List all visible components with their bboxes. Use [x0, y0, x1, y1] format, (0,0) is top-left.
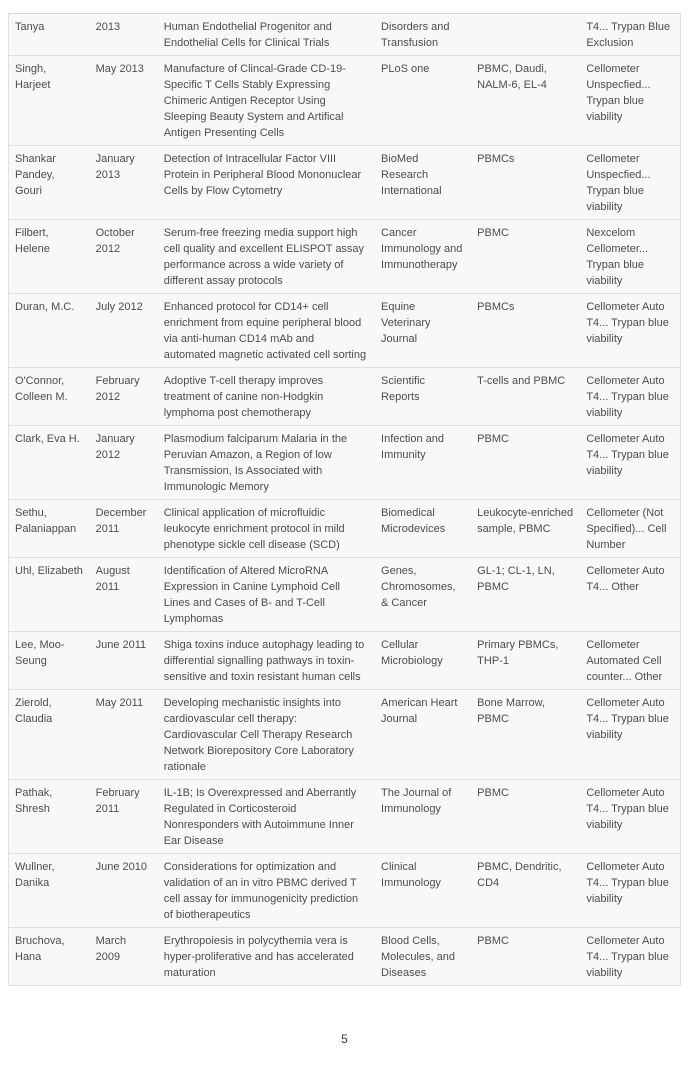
sample-cell	[471, 14, 580, 56]
table-row	[9, 928, 681, 986]
title-cell: Human Endothelial Progenitor and Endothelial Cells for Clinical Trials	[158, 14, 375, 56]
table-row	[9, 690, 681, 780]
table-row	[9, 294, 681, 368]
date-cell: May 2011	[90, 690, 158, 780]
title-cell: Developing mechanistic insights into cardiovascular cell therapy: Cardiovascular Cell Therapy Research Network Biorepository Core Laboratory rationale	[158, 690, 375, 780]
author-cell: Bruchova, Hana	[15, 935, 65, 963]
method-cell: Cellometer (Not Specified)... Cell Number	[580, 500, 680, 558]
sample-cell: Leukocyte-enriched sample, PBMC	[471, 500, 580, 558]
journal-cell: The Journal of Immunology	[375, 780, 471, 854]
journal-cell: Clinical Immunology	[375, 854, 471, 928]
date-cell: January 2013	[90, 146, 158, 220]
table-row	[9, 220, 681, 294]
table-row	[9, 368, 681, 426]
title-cell: Identification of Altered MicroRNA Expression in Canine Lymphoid Cell Lines and Cases of B- and T-Cell Lymphomas	[158, 558, 375, 632]
author-cell: Duran, M.C.	[9, 294, 90, 368]
journal-cell: Genes, Chromosomes, & Cancer	[375, 558, 471, 632]
date-cell: July 2012	[90, 294, 158, 368]
title-cell: Plasmodium falciparum Malaria in the Peruvian Amazon, a Region of low Transmission, Is Associated with Immunologic Memory	[158, 426, 375, 500]
method-cell: Nexcelom Cellometer... Trypan blue viability	[580, 220, 680, 294]
method-cell: T4... Trypan Blue Exclusion	[580, 14, 680, 56]
table-row	[9, 632, 681, 690]
method-cell: Cellometer Auto T4... Trypan blue viability	[580, 690, 680, 780]
sample-cell: GL-1; CL-1, LN, PBMC	[471, 558, 580, 632]
method-cell: Cellometer Unspecfied... Trypan blue viability	[580, 146, 680, 220]
date-cell: March 2009	[95, 935, 127, 963]
table-row	[9, 854, 681, 928]
method-cell: Cellometer Automated Cell counter... Other	[580, 632, 680, 690]
sample-cell: PBMC	[471, 780, 580, 854]
title-cell: Erythropoiesis in polycythemia vera is hyper-proliferative and has accelerated maturation	[163, 935, 354, 979]
journal-cell: American Heart Journal	[375, 690, 471, 780]
title-cell: Shiga toxins induce autophagy leading to differential signalling pathways in toxin-sensitive and toxin resistant human cells	[158, 632, 375, 690]
method-cell: Cellometer Auto T4... Trypan blue viability	[580, 780, 680, 854]
method-cell: Cellometer Auto T4... Trypan blue viability	[580, 294, 680, 368]
table-row	[9, 558, 681, 632]
date-cell: January 2012	[90, 426, 158, 500]
table-row	[9, 500, 681, 558]
author-cell: Filbert, Helene	[9, 220, 90, 294]
table-row	[9, 426, 681, 500]
journal-cell: Scientific Reports	[375, 368, 471, 426]
title-cell: Enhanced protocol for CD14+ cell enrichment from equine peripheral blood via anti-human CD14 mAb and automated magnetic activated cell sorting	[158, 294, 375, 368]
table-row	[9, 146, 681, 220]
title-cell: Serum-free freezing media support high cell quality and excellent ELISPOT assay performance across a wide variety of different assay protocols	[158, 220, 375, 294]
publications-table	[8, 13, 681, 986]
date-cell: 2013	[90, 14, 158, 56]
journal-cell: Blood Cells, Molecules, and Diseases	[381, 935, 456, 979]
table-row	[9, 780, 681, 854]
sample-cell: Primary PBMCs, THP-1	[471, 632, 580, 690]
date-cell: December 2011	[90, 500, 158, 558]
title-cell: Detection of Intracellular Factor VIII Protein in Peripheral Blood Mononuclear Cells by Flow Cytometry	[158, 146, 375, 220]
author-cell: Clark, Eva H.	[9, 426, 90, 500]
method-cell: Cellometer Auto T4... Trypan blue viability	[580, 368, 680, 426]
author-cell: Pathak, Shresh	[9, 780, 90, 854]
date-cell: October 2012	[90, 220, 158, 294]
date-cell: August 2011	[90, 558, 158, 632]
sample-cell: PBMC, Daudi, NALM-6, EL-4	[471, 56, 580, 146]
author-cell: Wullner, Danika	[9, 854, 90, 928]
table-body	[9, 14, 681, 986]
journal-cell: Cancer Immunology and Immunotherapy	[375, 220, 471, 294]
title-cell: Clinical application of microfluidic leukocyte enrichment protocol in mild phenotype sickle cell disease (SCD)	[158, 500, 375, 558]
sample-cell: Bone Marrow, PBMC	[471, 690, 580, 780]
sample-cell: PBMC	[471, 426, 580, 500]
sample-cell: PBMCs	[471, 294, 580, 368]
method-cell: Cellometer Auto T4... Trypan blue viability	[580, 854, 680, 928]
page-number: 5	[341, 1032, 348, 1046]
journal-cell: BioMed Research International	[375, 146, 471, 220]
author-cell: Sethu, Palaniappan	[9, 500, 90, 558]
author-cell: Zierold, Claudia	[9, 690, 90, 780]
title-cell: IL-1B; Is Overexpressed and Aberrantly Regulated in Corticosteroid Nonresponders with Autoimmune Inner Ear Disease	[158, 780, 375, 854]
table-row	[9, 14, 681, 56]
date-cell: June 2011	[90, 632, 158, 690]
title-cell: Adoptive T-cell therapy improves treatment of canine non-Hodgkin lymphoma post chemotherapy	[158, 368, 375, 426]
sample-cell: PBMC	[471, 220, 580, 294]
method-cell: Cellometer Auto T4... Other	[580, 558, 680, 632]
author-cell: Uhl, Elizabeth	[9, 558, 90, 632]
journal-cell: Biomedical Microdevices	[375, 500, 471, 558]
date-cell: June 2010	[90, 854, 158, 928]
author-cell: Singh, Harjeet	[9, 56, 90, 146]
author-cell: Shankar Pandey, Gouri	[9, 146, 90, 220]
sample-cell: PBMC, Dendritic, CD4	[471, 854, 580, 928]
journal-cell: Cellular Microbiology	[375, 632, 471, 690]
sample-cell: PBMC	[477, 935, 509, 947]
author-cell: Tanya	[9, 14, 90, 56]
journal-cell: Infection and Immunity	[375, 426, 471, 500]
method-cell: Cellometer Unspecfied... Trypan blue viability	[580, 56, 680, 146]
sample-cell: T-cells and PBMC	[471, 368, 580, 426]
sample-cell: PBMCs	[471, 146, 580, 220]
method-cell: Cellometer Auto T4... Trypan blue viability	[580, 426, 680, 500]
date-cell: February 2011	[90, 780, 158, 854]
author-cell: Lee, Moo-Seung	[9, 632, 90, 690]
journal-cell: Disorders and Transfusion	[375, 14, 471, 56]
author-cell: O'Connor, Colleen M.	[9, 368, 90, 426]
date-cell: May 2013	[90, 56, 158, 146]
method-cell: Cellometer Auto T4... Trypan blue viability	[586, 935, 669, 979]
title-cell: Considerations for optimization and validation of an in vitro PBMC derived T cell assay for immunogenicity prediction of biotherapeutics	[158, 854, 375, 928]
table-row	[9, 56, 681, 146]
journal-cell: Equine Veterinary Journal	[375, 294, 471, 368]
journal-cell: PLoS one	[375, 56, 471, 146]
title-cell: Manufacture of Clincal-Grade CD-19-Specific T Cells Stably Expressing Chimeric Antigen Receptor Using Sleeping Beauty System and Artifical Antigen Presenting Cells	[158, 56, 375, 146]
date-cell: February 2012	[90, 368, 158, 426]
